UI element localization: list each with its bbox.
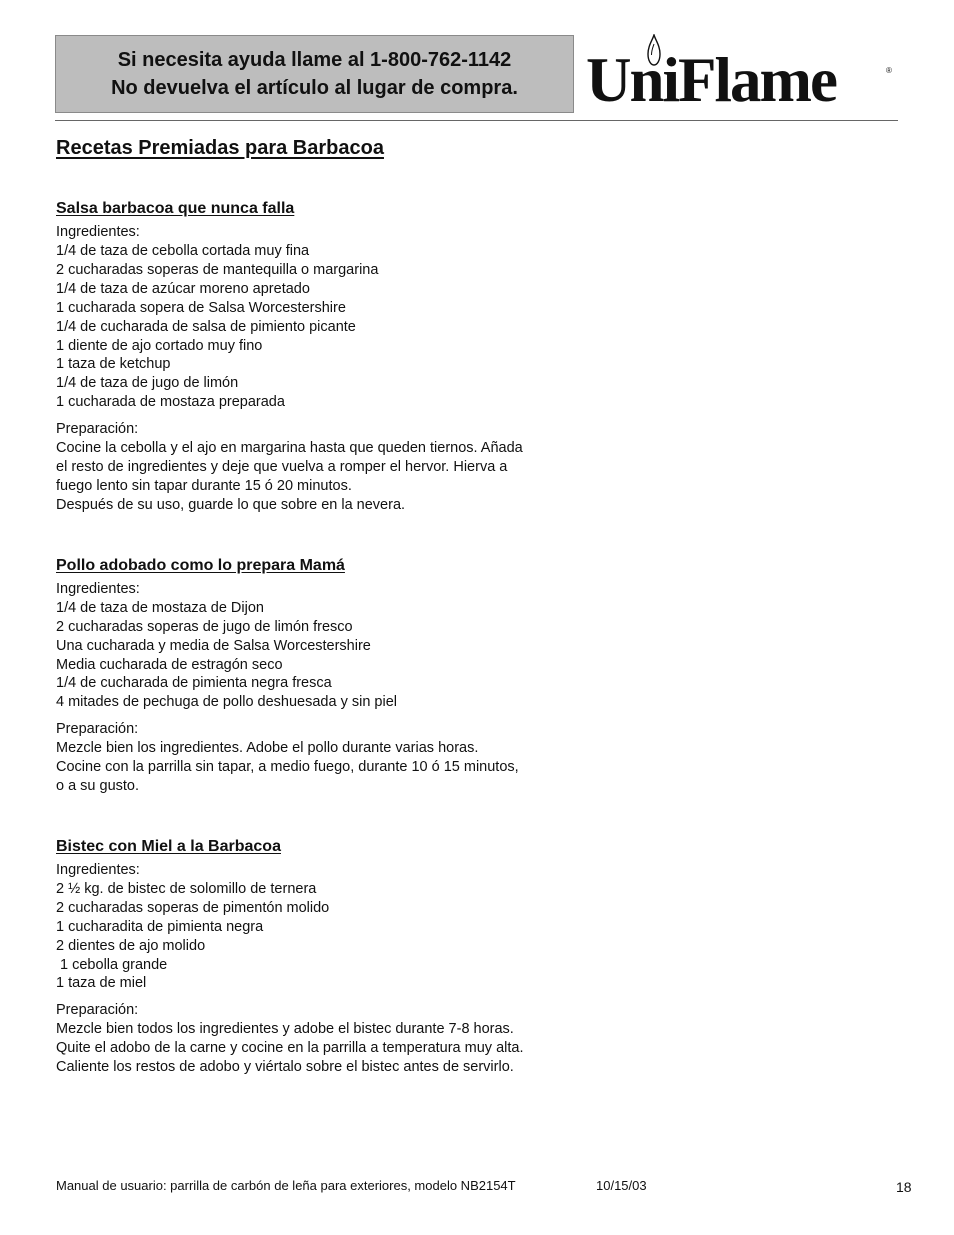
ingredient-item: 1 cebolla grande <box>56 956 168 973</box>
recipe-title: Pollo adobado como lo prepara Mamá <box>56 556 345 574</box>
ingredient-list <box>56 599 616 712</box>
page-title: Recetas Premiadas para Barbacoa <box>56 137 384 159</box>
preparation-label: Preparación: <box>56 421 139 438</box>
footer-date: 10/15/03 <box>596 1178 647 1193</box>
preparation-text <box>56 1020 616 1077</box>
registered-mark: ® <box>886 66 892 75</box>
preparation-line: Cocine la cebolla y el ajo en margarina hasta que queden tiernos. Añada <box>56 440 523 457</box>
ingredient-item: 2 cucharadas soperas de pimentón molido <box>56 899 330 916</box>
ingredient-item: 1/4 de taza de mostaza de Dijon <box>56 599 264 616</box>
ingredient-item: 2 ½ kg. de bistec de solomillo de ternera <box>56 880 317 897</box>
flame-icon <box>647 34 661 66</box>
preparation-text <box>56 739 616 796</box>
preparation-block <box>56 1001 616 1077</box>
recipe <box>56 199 616 515</box>
help-banner <box>55 35 574 113</box>
ingredient-item: 1 diente de ajo cortado muy fino <box>56 337 263 354</box>
return-notice-line: No devuelva el artículo al lugar de compra. <box>111 77 518 99</box>
recipe-title: Salsa barbacoa que nunca falla <box>56 200 295 217</box>
ingredient-item: 1 cucharadita de pimienta negra <box>56 918 264 935</box>
header-divider <box>55 120 898 121</box>
uniflame-logo <box>583 34 898 114</box>
ingredient-list <box>56 242 616 412</box>
ingredient-item: 1/4 de taza de azúcar moreno apretado <box>56 280 310 297</box>
ingredient-item: 1 cucharada sopera de Salsa Worcestershire <box>56 299 346 316</box>
preparation-block <box>56 720 616 796</box>
ingredient-item: Media cucharada de estragón seco <box>56 656 283 673</box>
ingredient-item: 1 cucharada de mostaza preparada <box>56 394 285 411</box>
recipe <box>56 837 616 1077</box>
ingredients-label: Ingredientes: <box>56 861 140 878</box>
preparation-line: o a su gusto. <box>56 778 140 795</box>
ingredient-item: 2 cucharadas soperas de jugo de limón fresco <box>56 618 353 635</box>
preparation-label: Preparación: <box>56 721 139 738</box>
ingredient-item: 2 dientes de ajo molido <box>56 937 206 954</box>
preparation-line: Mezcle bien todos los ingredientes y adobe el bistec durante 7-8 horas. <box>56 1021 514 1038</box>
preparation-line: Caliente los restos de adobo y viértalo sobre el bistec antes de servirlo. <box>56 1059 514 1076</box>
preparation-line: Mezcle bien los ingredientes. Adobe el pollo durante varias horas. <box>56 740 479 757</box>
preparation-line: Después de su uso, guarde lo que sobre en la nevera. <box>56 496 406 513</box>
ingredient-item: 1 taza de miel <box>56 975 147 992</box>
preparation-line: fuego lento sin tapar durante 15 ó 20 minutos. <box>56 477 352 494</box>
ingredient-item: 1/4 de taza de jugo de limón <box>56 375 239 392</box>
ingredient-item: Una cucharada y media de Salsa Worcestershire <box>56 637 371 654</box>
page-number: 18 <box>896 1179 912 1195</box>
ingredient-item: 2 cucharadas soperas de mantequilla o margarina <box>56 261 379 278</box>
logo-wordmark: UniFlame <box>586 45 836 115</box>
ingredient-item: 1/4 de cucharada de salsa de pimiento picante <box>56 318 356 335</box>
recipe <box>56 556 616 796</box>
preparation-label: Preparación: <box>56 1002 139 1019</box>
ingredients-label: Ingredientes: <box>56 580 140 597</box>
ingredients-label: Ingredientes: <box>56 224 140 240</box>
preparation-block <box>56 420 616 515</box>
ingredient-item: 1 taza de ketchup <box>56 356 171 373</box>
ingredient-item: 1/4 de taza de cebolla cortada muy fina <box>56 243 310 259</box>
preparation-line: Quite el adobo de la carne y cocine en la parrilla a temperatura muy alta. <box>56 1040 524 1057</box>
recipe-title: Bistec con Miel a la Barbacoa <box>56 837 281 855</box>
ingredient-item: 4 mitades de pechuga de pollo deshuesada y sin piel <box>56 694 397 711</box>
help-phone-line: Si necesita ayuda llame al 1-800-762-1142 <box>117 49 512 71</box>
preparation-line: Cocine con la parrilla sin tapar, a medio fuego, durante 10 ó 15 minutos, <box>56 759 519 776</box>
preparation-line: el resto de ingredientes y deje que vuelva a romper el hervor. Hierva a <box>56 459 508 476</box>
recipes-section <box>56 199 616 1118</box>
ingredient-list <box>56 880 616 993</box>
ingredient-item: 1/4 de cucharada de pimienta negra fresca <box>56 675 332 692</box>
footer-manual-text: Manual de usuario: parrilla de carbón de leña para exteriores, modelo NB2154T <box>56 1178 516 1193</box>
preparation-text <box>56 439 616 515</box>
